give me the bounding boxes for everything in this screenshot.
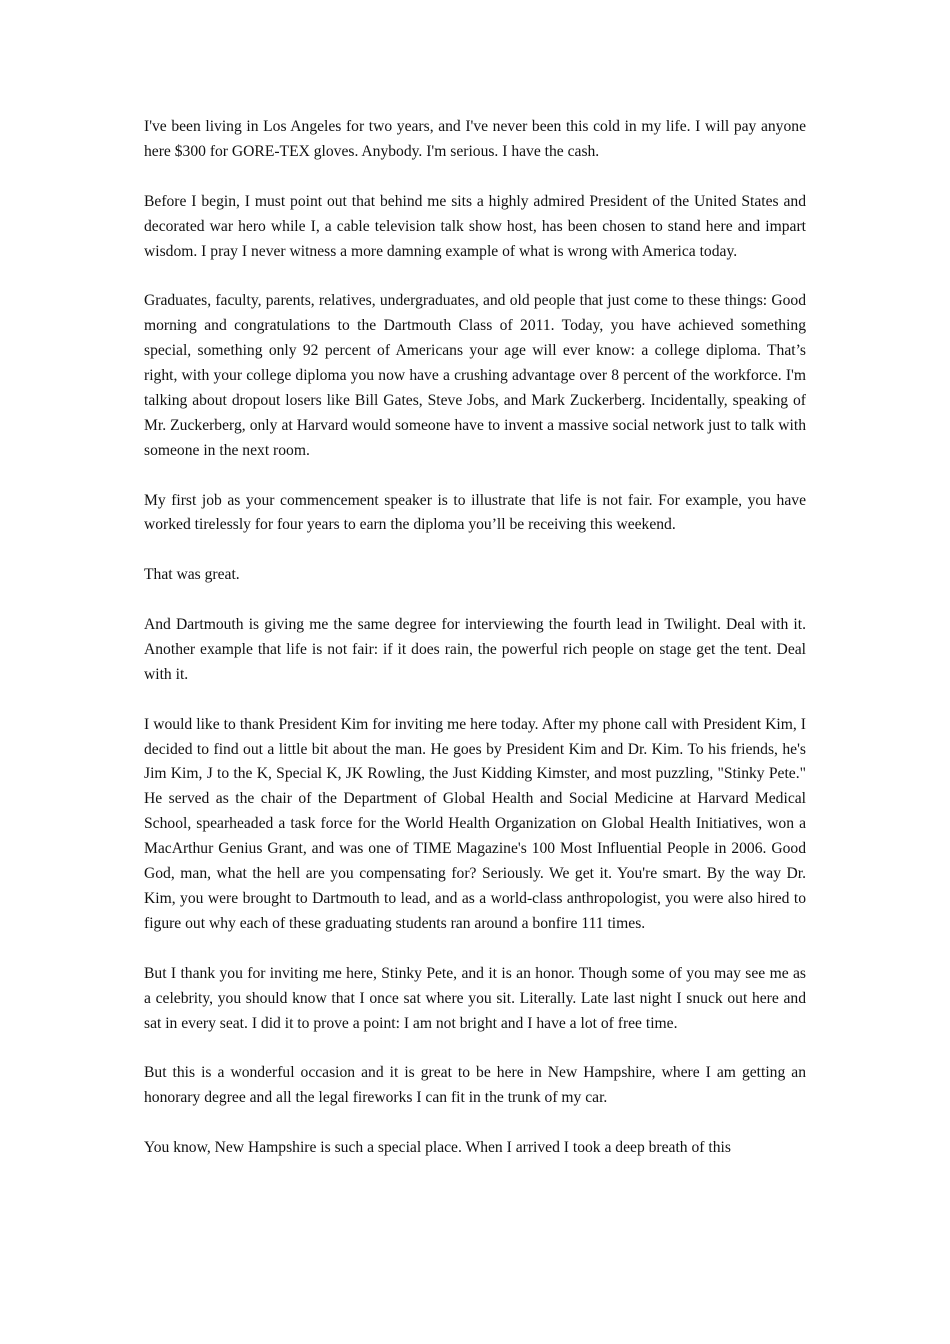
paragraph-president-kim: I would like to thank President Kim for inviting me here today. After my phone call with President Kim, I decided to find out a little bit about the man. He goes by President Kim and Dr. Kim. To his friends, he's Jim Kim, J to the K, Special K, JK Rowling, the Just Kidding Kimster, and most puzzling, "Stinky Pete." He served as the chair of the Department of Global Health and Social Medicine at Harvard Medical School, spearheaded a task force for the World Health Organization on Global Health Initiatives, won a MacArthur Genius Grant, and was one of TIME Magazine's 100 Most Influential People in 2006. Good God, man, what the hell are you compensating for? Seriously. We get it. You're smart. By the way Dr. Kim, you were brought to Dartmouth to lead, and as a world-class anthropologist, you were also hired to figure out why each of these graduating students ran around a bonfire 111 times.: [144, 715, 806, 932]
paragraph-new-hampshire-degree: But this is a wonderful occasion and it is great to be here in New Hampshire, where I am getting an honorary degree and all the legal fireworks I can fit in the trunk of my car.: [144, 1064, 806, 1107]
paragraph-stinky-pete: But I thank you for inviting me here, Stinky Pete, and it is an honor. Though some of you may see me as a celebrity, you should know that I once sat where you sit. Literally. Late last night I snuck out here and sat in every seat. I did it to prove a point: I am not bright and I have a lot of free time.: [144, 964, 806, 1032]
paragraph-cold-la: I've been living in Los Angeles for two years, and I've never been this cold in my life. I will pay anyone here $300 for GORE-TEX gloves. Anybody. I'm serious. I have the cash.: [144, 118, 806, 160]
document-page: [144, 115, 806, 1161]
paragraph-that-was-great: That was great.: [144, 566, 240, 584]
paragraph-president-behind-me: Before I begin, I must point out that behind me sits a highly admired President of the United States and decorated war hero while I, a cable television talk show host, has been chosen to stand here and impart wisdom. I pray I never witness a more damning example of what is wrong with America today.: [144, 192, 806, 260]
paragraph-new-hampshire-special: You know, New Hampshire is such a special place. When I arrived I took a deep breath of this: [144, 1139, 731, 1157]
paragraph-graduates-greeting: Graduates, faculty, parents, relatives, undergraduates, and old people that just come to these things: Good morning and congratulations to the Dartmouth Class of 2011. Today, you have achieved something special, something only 92 percent of Americans your age will ever know: a college diploma. That’s right, with your college diploma you now have a crushing advantage over 8 percent of the workforce. I'm talking about dropout losers like Bill Gates, Steve Jobs, and Mark Zuckerberg. Incidentally, speaking of Mr. Zuckerberg, only at Harvard would someone have to invent a massive social network just to talk with someone in the next room.: [144, 292, 806, 459]
paragraph-life-not-fair: My first job as your commencement speaker is to illustrate that life is not fair. For example, you have worked tirelessly for four years to earn the diploma you’ll be receiving this weekend.: [144, 491, 806, 534]
paragraph-twilight-degree: And Dartmouth is giving me the same degree for interviewing the fourth lead in Twilight. Deal with it. Another example that life is not fair: if it does rain, the powerful rich people on stage get the tent. Deal with it.: [144, 616, 806, 683]
